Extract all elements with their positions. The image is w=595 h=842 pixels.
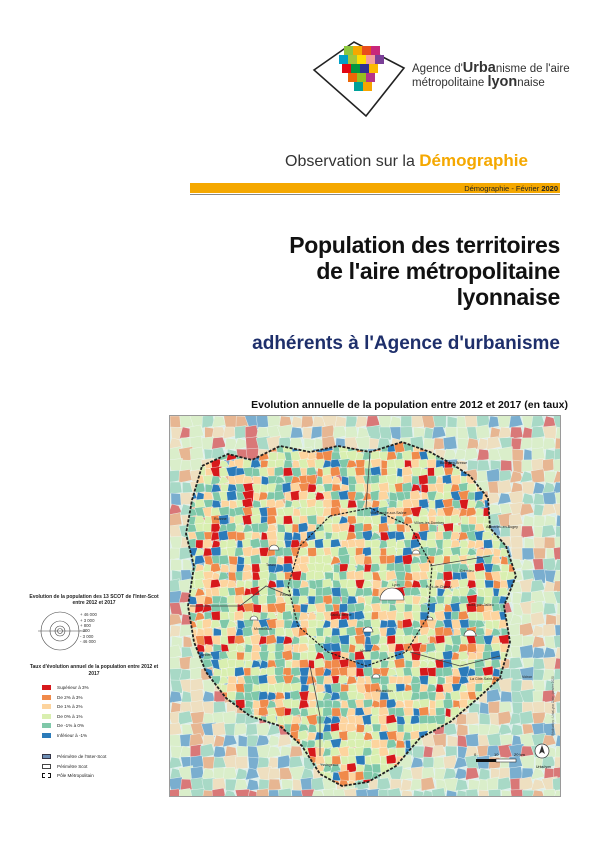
legend-boundaries bbox=[42, 752, 160, 781]
background-commune bbox=[531, 469, 545, 483]
background-commune bbox=[423, 438, 435, 450]
place-label: Tarare bbox=[266, 563, 277, 567]
legend-swatch bbox=[42, 723, 51, 728]
commune-cell bbox=[490, 650, 501, 661]
background-commune bbox=[531, 612, 545, 626]
background-commune bbox=[488, 701, 501, 714]
legend-class-item bbox=[42, 730, 160, 740]
legend-class-label: De 1% à 2% bbox=[57, 704, 83, 710]
commune-cell bbox=[364, 572, 373, 581]
population-map bbox=[169, 415, 561, 797]
background-commune bbox=[521, 526, 534, 538]
commune-cell bbox=[379, 747, 389, 757]
commune-cell bbox=[284, 516, 293, 525]
map-legend bbox=[28, 594, 160, 780]
commune-cell bbox=[204, 596, 213, 605]
background-commune bbox=[257, 789, 270, 797]
background-commune bbox=[543, 789, 556, 797]
accent-divider bbox=[190, 194, 560, 195]
place-label: Yssingeaux bbox=[320, 763, 339, 767]
commune-cell bbox=[419, 675, 429, 685]
background-commune bbox=[290, 427, 303, 439]
commune-cell bbox=[380, 676, 389, 685]
commune-cell bbox=[396, 740, 405, 749]
background-commune bbox=[170, 482, 182, 494]
background-commune bbox=[476, 755, 490, 769]
legend-class-label: De 2% à 3% bbox=[57, 694, 83, 700]
commune-cell bbox=[412, 604, 421, 613]
commune-cell bbox=[211, 611, 221, 621]
background-commune bbox=[268, 768, 281, 780]
commune-cell bbox=[443, 571, 453, 581]
background-commune bbox=[224, 416, 237, 428]
commune-cell bbox=[355, 755, 365, 765]
legend-swatch bbox=[42, 704, 51, 709]
place-label: Crémieu bbox=[460, 569, 474, 573]
place-label: Lyon bbox=[392, 583, 400, 587]
svg-text:10: 10 bbox=[494, 752, 499, 757]
background-commune bbox=[522, 548, 534, 560]
background-commune bbox=[500, 691, 512, 703]
commune-cell bbox=[443, 699, 453, 709]
commune-cell bbox=[284, 532, 293, 541]
commune-cell bbox=[370, 754, 381, 765]
commune-cell bbox=[219, 555, 229, 565]
commune-cell bbox=[211, 635, 221, 645]
background-commune bbox=[543, 492, 556, 505]
agency-logo bbox=[306, 40, 406, 120]
background-commune bbox=[544, 537, 556, 549]
background-commune bbox=[533, 537, 545, 549]
background-commune bbox=[554, 449, 561, 461]
observation-heading: Observation sur la Démographie bbox=[285, 151, 528, 170]
legend-class-label: Supérieur à 3% bbox=[57, 685, 89, 691]
page-title: Population des territoires de l'aire métropolitaine lyonnaise bbox=[289, 232, 560, 310]
legend-swatch bbox=[42, 695, 51, 700]
commune-cell bbox=[484, 540, 493, 549]
legend-scot-title: Evolution de la population des 13 SCOT de l'Inter-Scot entre 2012 et 2017 bbox=[29, 594, 159, 607]
commune-cell bbox=[308, 548, 317, 557]
legend-swatch bbox=[42, 714, 51, 719]
background-commune bbox=[487, 733, 501, 747]
place-label: La Côte-Saint-André bbox=[470, 677, 503, 681]
commune-cell bbox=[468, 516, 477, 525]
legend-item-pole: Pôle Métropolitain bbox=[42, 771, 160, 781]
background-commune bbox=[522, 482, 534, 494]
commune-cell bbox=[292, 532, 301, 541]
place-label: Bourg-en-Bresse bbox=[440, 461, 468, 465]
commune-cell bbox=[275, 627, 285, 637]
scot-evolution-circle bbox=[427, 617, 433, 620]
place-label: Roussillon bbox=[376, 689, 393, 693]
commune-cell bbox=[434, 642, 445, 653]
place-label: Voiron bbox=[522, 675, 533, 679]
background-commune bbox=[224, 767, 237, 780]
commune-cell bbox=[332, 596, 341, 605]
commune-cell bbox=[493, 580, 501, 589]
commune-cell bbox=[396, 540, 405, 549]
background-commune bbox=[170, 559, 182, 571]
commune-cell bbox=[354, 634, 365, 645]
commune-cell bbox=[315, 684, 325, 693]
background-commune bbox=[511, 548, 524, 561]
commune-cell bbox=[227, 491, 237, 501]
background-commune bbox=[213, 746, 226, 758]
background-commune bbox=[543, 603, 556, 615]
commune-cell bbox=[372, 660, 381, 669]
background-commune bbox=[498, 480, 512, 494]
place-label: Saint-Étienne bbox=[330, 613, 352, 617]
commune-cell bbox=[283, 563, 293, 573]
background-commune bbox=[235, 789, 249, 797]
background-commune bbox=[268, 779, 281, 791]
place-label: Villefranche-sur-Saône bbox=[370, 511, 407, 515]
legend-circles bbox=[28, 610, 160, 652]
commune-cell bbox=[332, 700, 341, 709]
place-label: Villars-les-Dombes bbox=[414, 521, 445, 525]
legend-item-scot: Périmètre Scot bbox=[42, 761, 160, 771]
background-commune bbox=[432, 733, 446, 747]
place-label: Pont-de-Chéruy bbox=[426, 585, 452, 589]
background-commune bbox=[553, 777, 561, 791]
commune-cell bbox=[484, 588, 493, 597]
commune-cell bbox=[418, 474, 429, 485]
background-commune bbox=[476, 425, 490, 439]
background-commune bbox=[555, 438, 561, 450]
background-commune bbox=[534, 515, 545, 527]
background-commune bbox=[412, 746, 424, 758]
commune-cell bbox=[244, 684, 253, 693]
commune-cell bbox=[475, 579, 485, 589]
commune-cell bbox=[395, 459, 405, 469]
commune-cell bbox=[250, 554, 261, 565]
place-label: Bourgoin-Jallieu bbox=[468, 603, 494, 607]
background-commune bbox=[520, 645, 534, 659]
legend-classes bbox=[42, 683, 160, 740]
legend-class-item bbox=[42, 692, 160, 702]
background-commune bbox=[553, 458, 561, 472]
background-commune bbox=[367, 789, 380, 797]
background-commune bbox=[457, 427, 468, 439]
commune-cell bbox=[331, 587, 341, 597]
place-label: Feurs bbox=[280, 593, 290, 597]
background-commune bbox=[433, 416, 446, 428]
background-commune bbox=[543, 426, 557, 440]
legend-class-item bbox=[42, 721, 160, 731]
commune-cell bbox=[299, 587, 309, 597]
commune-cell bbox=[371, 739, 381, 749]
commune-cell bbox=[243, 627, 253, 637]
commune-cell bbox=[363, 667, 373, 677]
background-commune bbox=[556, 526, 561, 538]
commune-cell bbox=[235, 683, 245, 693]
commune-cell bbox=[476, 644, 485, 653]
commune-cell bbox=[331, 683, 341, 693]
commune-cell bbox=[372, 580, 381, 589]
commune-cell bbox=[396, 748, 405, 757]
background-commune bbox=[510, 536, 523, 549]
legend-rate-title: Taux d'évolution annuel de la population entre 2012 et 2017 bbox=[29, 664, 159, 677]
place-label: Roanne bbox=[214, 517, 227, 521]
commune-cell bbox=[267, 507, 277, 517]
background-commune bbox=[466, 789, 479, 797]
commune-cell bbox=[307, 627, 317, 637]
commune-cell bbox=[324, 524, 333, 533]
background-commune bbox=[556, 614, 561, 626]
background-commune bbox=[301, 416, 314, 428]
commune-cell bbox=[372, 764, 381, 773]
svg-text:0: 0 bbox=[474, 752, 477, 757]
background-commune bbox=[235, 756, 248, 769]
commune-cell bbox=[467, 643, 477, 653]
commune-cell bbox=[451, 475, 461, 485]
page-subtitle: adhérents à l'Agence d'urbanisme bbox=[252, 333, 560, 354]
background-commune bbox=[223, 711, 237, 725]
commune-cell bbox=[220, 564, 229, 573]
commune-cell bbox=[269, 452, 277, 461]
place-label: Ambert bbox=[200, 653, 212, 657]
pole-swatch bbox=[42, 773, 51, 778]
background-commune bbox=[477, 449, 490, 461]
legend-class-label: De -1% à 0% bbox=[57, 723, 85, 729]
commune-cell bbox=[307, 515, 317, 525]
map-credit: Réalisation : UrbaLyon Date : janvier 2020 bbox=[551, 676, 555, 736]
place-label: Montbrison bbox=[254, 627, 272, 631]
background-commune bbox=[477, 460, 490, 472]
map-title: Evolution annuelle de la population entre 2012 et 2017 (en taux) bbox=[251, 399, 568, 411]
background-commune bbox=[401, 416, 413, 428]
legend-class-label: De 0% à 1% bbox=[57, 713, 83, 719]
legend-item-interscot: Périmètre de l'Inter-Scot bbox=[42, 752, 160, 762]
background-commune bbox=[488, 789, 501, 797]
commune-cell bbox=[347, 507, 357, 517]
background-commune bbox=[512, 449, 523, 461]
background-commune bbox=[190, 788, 204, 797]
commune-cell bbox=[341, 644, 350, 653]
background-commune bbox=[543, 558, 556, 571]
background-commune bbox=[543, 657, 556, 670]
interscot-swatch bbox=[42, 754, 51, 759]
background-commune bbox=[466, 734, 479, 747]
place-label: Ambérieu-en-Bugey bbox=[486, 525, 518, 529]
legend-class-item bbox=[42, 711, 160, 721]
commune-cell bbox=[347, 667, 357, 677]
background-commune bbox=[479, 713, 490, 725]
background-commune bbox=[212, 722, 226, 736]
commune-cell bbox=[253, 476, 261, 485]
background-commune bbox=[555, 537, 561, 549]
background-commune bbox=[170, 691, 182, 703]
svg-text:Urba lyon: Urba lyon bbox=[536, 765, 551, 769]
background-commune bbox=[522, 790, 534, 797]
legend-swatch bbox=[42, 685, 51, 690]
background-commune bbox=[555, 625, 561, 637]
background-commune bbox=[556, 515, 561, 527]
publication-date: Démographie - Février 2020 bbox=[464, 184, 558, 193]
place-label: Vienne bbox=[360, 649, 372, 653]
background-commune bbox=[511, 724, 523, 736]
circle-values: + 46 000 + 3 000 + 800 - 300 - 3 000 - 46 000 bbox=[80, 612, 97, 644]
background-commune bbox=[543, 624, 556, 637]
background-commune bbox=[421, 777, 435, 791]
legend-class-label: Inférieur à -1% bbox=[57, 732, 88, 738]
background-commune bbox=[443, 436, 457, 450]
commune-cell bbox=[443, 667, 453, 677]
commune-cell bbox=[428, 676, 437, 685]
background-commune bbox=[457, 724, 468, 736]
commune-cell bbox=[292, 652, 301, 661]
svg-text:20 km: 20 km bbox=[514, 752, 525, 757]
background-commune bbox=[466, 712, 479, 725]
background-commune bbox=[510, 789, 523, 797]
commune-cell bbox=[332, 708, 341, 717]
legend-class-item bbox=[42, 683, 160, 693]
legend-swatch bbox=[42, 733, 51, 738]
commune-cell bbox=[267, 531, 277, 541]
commune-cell bbox=[218, 658, 229, 669]
agency-name: Agence d'Urbanisme de l'aire métropolitaine lyonnaise bbox=[412, 60, 570, 90]
scot-swatch bbox=[42, 764, 51, 769]
legend-class-item bbox=[42, 702, 160, 712]
